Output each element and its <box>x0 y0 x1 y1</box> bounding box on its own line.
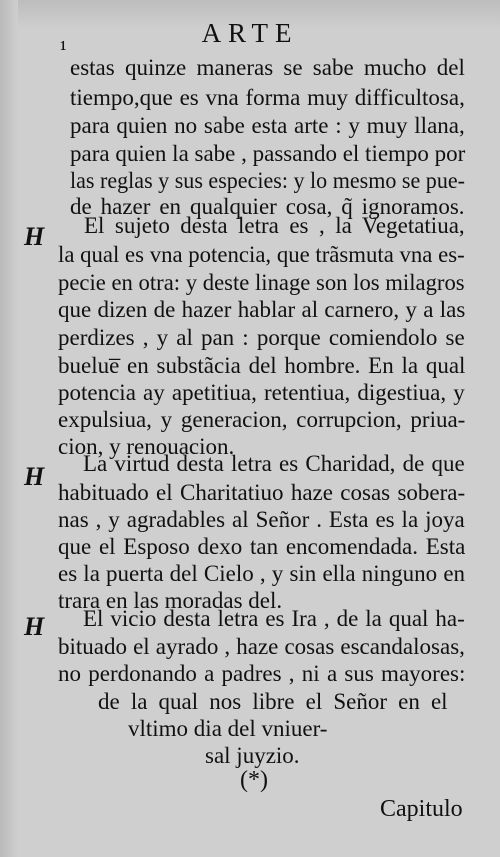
text-line: las reglas y sus especies: y lo mesmo se pue- <box>70 168 465 193</box>
text-line: nas , y agradables al Señor . Esta es la joya <box>58 507 465 532</box>
section-marker: H <box>24 462 45 491</box>
text-line: La virtud desta letra es Charidad, de que <box>83 451 465 476</box>
section-marker: H <box>24 612 45 641</box>
text-line: perdizes , y al pan : porque comiendolo se <box>58 325 465 350</box>
text-line: que dizen de hazer hablar al carnero, y a las <box>58 297 466 322</box>
text-line: El vicio desta letra es Ira , de la qual ha- <box>83 606 465 631</box>
text-line: cion, y renouacion. <box>58 434 235 459</box>
section-marker: H <box>24 222 45 251</box>
catchword: Capitulo <box>380 796 463 822</box>
text-line: es la puerta del Cielo , y sin ella ninguno en <box>58 561 466 586</box>
text-line: trara en las moradas del. <box>58 588 283 613</box>
text-line: El sujeto desta letra es , la Vegetatiua, <box>84 213 465 238</box>
text-line: habituado el Charitatiuo haze cosas sobera- <box>58 480 466 505</box>
text-line: bituado el ayrado , haze cosas escandalosas, <box>58 634 465 659</box>
text-line: pecie en otra: y deste linage son los milagros <box>58 270 465 295</box>
text-line: de la qual nos libre el Señor en el <box>98 689 448 714</box>
text-line: sal juyzio. <box>205 743 300 768</box>
text-line: buelue̅ en substãcia del hombre. En la qual <box>58 353 466 378</box>
text-line: tiempo,que es vna forma muy difficultosa, <box>70 85 465 110</box>
text-line: estas quinze maneras se sabe mucho del <box>70 55 465 80</box>
text-line: potencia ay apetitiua, retentiua, digestiua, y <box>58 380 465 405</box>
text-line: la qual es vna potencia, que trãsmuta vna es- <box>58 242 465 267</box>
header-mark: ¹ <box>60 36 67 61</box>
text-line: vltimo dia del vniuer- <box>128 716 328 741</box>
running-header: ARTE <box>201 18 299 48</box>
text-line: expulsiua, y generacion, corrupcion, priua- <box>58 407 466 432</box>
text-line: para quien no sabe esta arte : y muy llana, <box>70 113 465 138</box>
text-line: para quien la sabe , passando el tiempo por <box>70 141 466 166</box>
signature-mark: (*) <box>240 767 268 793</box>
text-line: no perdonando a padres , ni a sus mayores: <box>58 661 466 686</box>
text-line: de hazer en qualquier cosa, q̃ ignoramos. <box>70 194 465 219</box>
text-line: que el Esposo dexo tan encomendada. Esta <box>58 534 466 559</box>
page-shadow-left <box>0 0 18 857</box>
